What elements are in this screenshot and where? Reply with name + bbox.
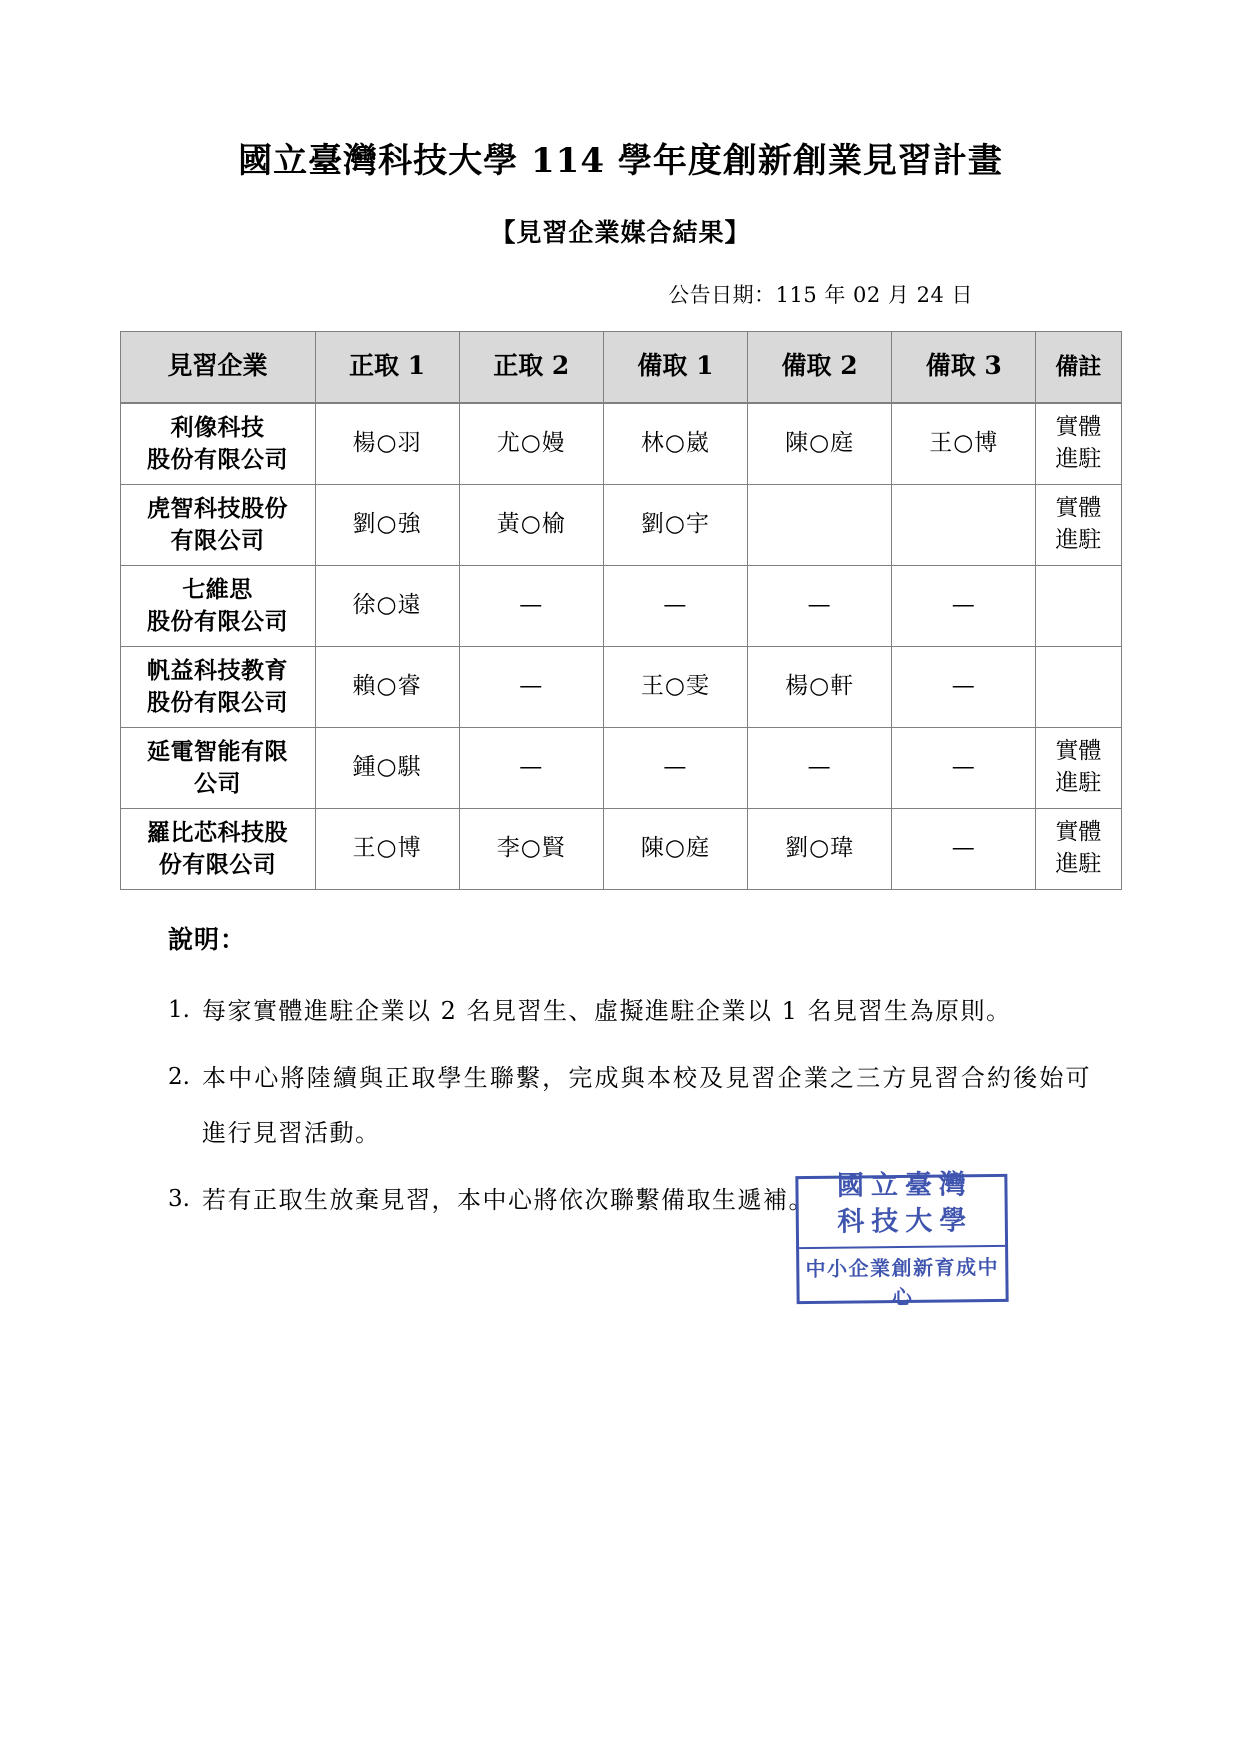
cell-remark: 實體 進駐 — [1036, 727, 1121, 808]
seal-line-1: 國立臺灣 — [836, 1168, 974, 1202]
page-subtitle: 【見習企業媒合結果】 — [490, 217, 751, 247]
page-title: 國立臺灣科技大學 114 學年度創新創業見習計畫 — [238, 141, 1003, 181]
column-header-remark: 備註 — [1036, 331, 1121, 403]
table-row — [120, 484, 1121, 565]
column-header-alternate-3: 備取 3 — [892, 331, 1036, 403]
cell-alternate-2: — — [748, 727, 892, 808]
notes-section — [0, 920, 1241, 1229]
cell-alternate-3: — — [892, 727, 1036, 808]
cell-company: 利像科技 股份有限公司 — [120, 403, 315, 485]
table-row — [120, 808, 1121, 889]
table-row — [120, 403, 1121, 485]
publish-date: 公告日期：115 年 02 月 24 日 — [668, 282, 973, 307]
cell-primary-2: — — [459, 727, 603, 808]
cell-remark — [1036, 565, 1121, 646]
note-number: 2. — [168, 1063, 190, 1090]
results-table-container — [120, 331, 1122, 890]
table-header-row — [120, 331, 1121, 403]
cell-primary-1: 劉○強 — [315, 484, 459, 565]
cell-alternate-3 — [892, 484, 1036, 565]
cell-primary-2: 李○賢 — [459, 808, 603, 889]
cell-company: 羅比芯科技股 份有限公司 — [120, 808, 315, 889]
cell-primary-1: 王○博 — [315, 808, 459, 889]
cell-primary-2: — — [459, 565, 603, 646]
cell-company: 虎智科技股份 有限公司 — [120, 484, 315, 565]
cell-alternate-1: 王○雯 — [603, 646, 747, 727]
cell-company: 延電智能有限 公司 — [120, 727, 315, 808]
cell-alternate-2: — — [748, 565, 892, 646]
cell-alternate-2: 楊○軒 — [748, 646, 892, 727]
cell-alternate-1: — — [603, 565, 747, 646]
cell-remark: 實體 進駐 — [1036, 403, 1121, 485]
cell-company: 帆益科技教育 股份有限公司 — [120, 646, 315, 727]
table-row — [120, 646, 1121, 727]
cell-alternate-1: — — [603, 727, 747, 808]
list-item — [168, 984, 1091, 1039]
notes-heading: 說明： — [168, 924, 247, 954]
cell-remark — [1036, 646, 1121, 727]
note-number: 3. — [168, 1186, 190, 1213]
cell-alternate-3: — — [892, 565, 1036, 646]
note-text: 若有正取生放棄見習，本中心將依次聯繫備取生遞補。 — [202, 1186, 814, 1215]
list-item — [168, 1051, 1091, 1161]
cell-primary-2: 黃○榆 — [459, 484, 603, 565]
cell-alternate-3: — — [892, 646, 1036, 727]
cell-alternate-2 — [748, 484, 892, 565]
cell-alternate-3: 王○博 — [892, 403, 1036, 485]
cell-remark: 實體 進駐 — [1036, 484, 1121, 565]
note-text: 每家實體進駐企業以 2 名見習生、虛擬進駐企業以 1 名見習生為原則。 — [202, 996, 1012, 1025]
cell-primary-1: 楊○羽 — [315, 403, 459, 485]
column-header-alternate-2: 備取 2 — [748, 331, 892, 403]
table-row — [120, 727, 1121, 808]
cell-primary-1: 鍾○騏 — [315, 727, 459, 808]
cell-primary-1: 賴○睿 — [315, 646, 459, 727]
cell-alternate-1: 陳○庭 — [603, 808, 747, 889]
cell-remark: 實體 進駐 — [1036, 808, 1121, 889]
official-seal-stamp — [795, 1168, 1008, 1310]
cell-alternate-1: 劉○宇 — [603, 484, 747, 565]
cell-primary-1: 徐○遠 — [315, 565, 459, 646]
note-number: 1. — [168, 996, 190, 1023]
cell-company: 七維思 股份有限公司 — [120, 565, 315, 646]
column-header-primary-1: 正取 1 — [315, 331, 459, 403]
table-header — [120, 331, 1121, 403]
matching-results-table — [120, 331, 1122, 890]
column-header-alternate-1: 備取 1 — [603, 331, 747, 403]
cell-alternate-2: 陳○庭 — [748, 403, 892, 485]
cell-alternate-3: — — [892, 808, 1036, 889]
table-row — [120, 565, 1121, 646]
cell-alternate-1: 林○崴 — [603, 403, 747, 485]
cell-primary-2: — — [459, 646, 603, 727]
seal-line-2: 科技大學 — [837, 1205, 974, 1238]
cell-primary-2: 尤○嫚 — [459, 403, 603, 485]
note-text: 本中心將陸續與正取學生聯繫，完成與本校及見習企業之三方見習合約後始可進行見習活動。 — [202, 1063, 1091, 1147]
column-header-company: 見習企業 — [120, 331, 315, 403]
table-body — [120, 403, 1121, 890]
cell-alternate-2: 劉○瑋 — [748, 808, 892, 889]
column-header-primary-2: 正取 2 — [459, 331, 603, 403]
seal-line-3: 中小企業創新育成中心 — [799, 1245, 1006, 1311]
